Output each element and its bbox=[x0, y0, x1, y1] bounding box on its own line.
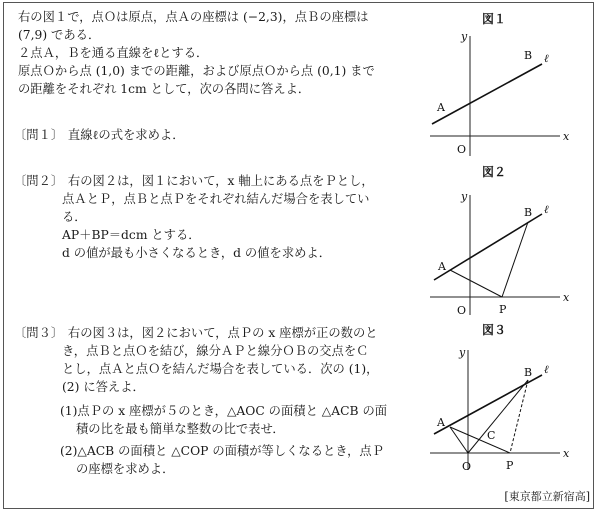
figure-2-origin-label: O bbox=[457, 304, 467, 317]
question-2-line: る． bbox=[62, 210, 87, 224]
intro-line: 右の図１で，点Ｏは原点，点Ａの座標は (−2,3)，点Ｂの座標は bbox=[18, 10, 369, 24]
figure-3-point-b-label: B bbox=[524, 366, 533, 379]
question-3-line: とし，点Ａと点Ｏを結んだ場合を表している．次の (1)， bbox=[62, 362, 379, 376]
figure-2-segment-ap bbox=[450, 270, 502, 297]
figure-2-point-a-label: A bbox=[438, 260, 446, 273]
question-1-text: 直線ℓの式を求めよ． bbox=[67, 128, 185, 142]
intro-line: (7,9) である． bbox=[18, 28, 101, 42]
figure-1-y-label: y bbox=[461, 30, 468, 43]
figure-1-point-a-label: A bbox=[437, 101, 445, 114]
question-1-number: 〔問１〕 bbox=[14, 128, 64, 142]
question-1 bbox=[14, 126, 185, 144]
figure-3-line-label: ℓ bbox=[544, 363, 549, 376]
question-3-line: (2) に答えよ． bbox=[62, 380, 145, 394]
question-2-line: 点ＡとＰ，点Ｂと点Ｐをそれぞれ結んだ場合を表してい bbox=[62, 192, 370, 206]
figure-3-x-label: x bbox=[563, 447, 570, 460]
question-3-sub1-line: (1)点Ｐの x 座標が５のとき，△AOC の面積と △ACB の面 bbox=[60, 404, 388, 418]
intro-line: の距離をそれぞれ 1cm として，次の各問に答えよ． bbox=[18, 82, 311, 96]
figure-2-title: 図２ bbox=[482, 165, 507, 179]
figure-1-point-b-label: B bbox=[524, 49, 533, 62]
question-2-line: AP＋BP＝dcm とする． bbox=[62, 228, 201, 242]
question-3-number: 〔問３〕 bbox=[14, 326, 64, 340]
figure-3-y-label: y bbox=[459, 346, 466, 359]
intro-line: ２点Ａ，Ｂを通る直線をℓとする． bbox=[18, 46, 209, 60]
figure-3-line-l bbox=[434, 375, 542, 434]
figure-3-point-p-label: P bbox=[506, 459, 514, 472]
figure-2-line-label: ℓ bbox=[544, 203, 549, 216]
figure-3-origin-label: O bbox=[462, 460, 472, 473]
figure-3 bbox=[420, 340, 580, 480]
question-3-sub1-line: 積の比を最も簡単な整数の比で表せ． bbox=[76, 422, 285, 436]
figure-2-y-label: y bbox=[461, 190, 468, 203]
figure-3-point-a-label: A bbox=[437, 416, 445, 429]
figure-2-point-b-label: B bbox=[524, 206, 533, 219]
question-3 bbox=[14, 324, 387, 478]
question-2-number: 〔問２〕 bbox=[14, 174, 64, 188]
figure-1 bbox=[420, 26, 580, 161]
question-2-line: d の値が最も小さくなるとき，d の値を求めよ． bbox=[62, 246, 332, 260]
figure-1-line-label: ℓ bbox=[544, 52, 549, 65]
question-3-sub2-line: の座標を求めよ． bbox=[76, 462, 175, 476]
question-3-line: き，点Ｂと点Ｏを結び，線分ＡＰと線分ＯＢの交点をＣ bbox=[62, 344, 369, 358]
figure-1-title: 図１ bbox=[482, 12, 507, 26]
figure-2-x-label: x bbox=[563, 291, 570, 304]
figure-3-title: 図３ bbox=[482, 323, 507, 337]
figure-3-point-c-label: C bbox=[487, 429, 496, 442]
question-3-line: 右の図３は，図２において，点Ｐの x 座標が正の数のと bbox=[67, 326, 378, 340]
figure-1-origin-label: O bbox=[457, 143, 467, 156]
figure-1-line-l bbox=[432, 64, 542, 124]
figure-2-point-p-label: P bbox=[499, 303, 507, 316]
question-2 bbox=[14, 172, 374, 262]
figure-2 bbox=[420, 180, 580, 320]
figure-1-x-label: x bbox=[563, 130, 570, 143]
source-credit: [東京都立新宿高] bbox=[504, 490, 590, 503]
intro-line: 原点Ｏから点 (1,0) までの距離，および原点Ｏから点 (0,1) まで bbox=[18, 64, 375, 78]
figure-2-segment-bp bbox=[502, 222, 528, 297]
intro-paragraph bbox=[18, 8, 375, 98]
question-3-sub2-line: (2)△ACB の面積と △COP の面積が等しくなるとき，点Ｐ bbox=[60, 444, 385, 458]
question-2-line: 右の図２は，図１において，x 軸上にある点をＰとし， bbox=[67, 174, 374, 188]
